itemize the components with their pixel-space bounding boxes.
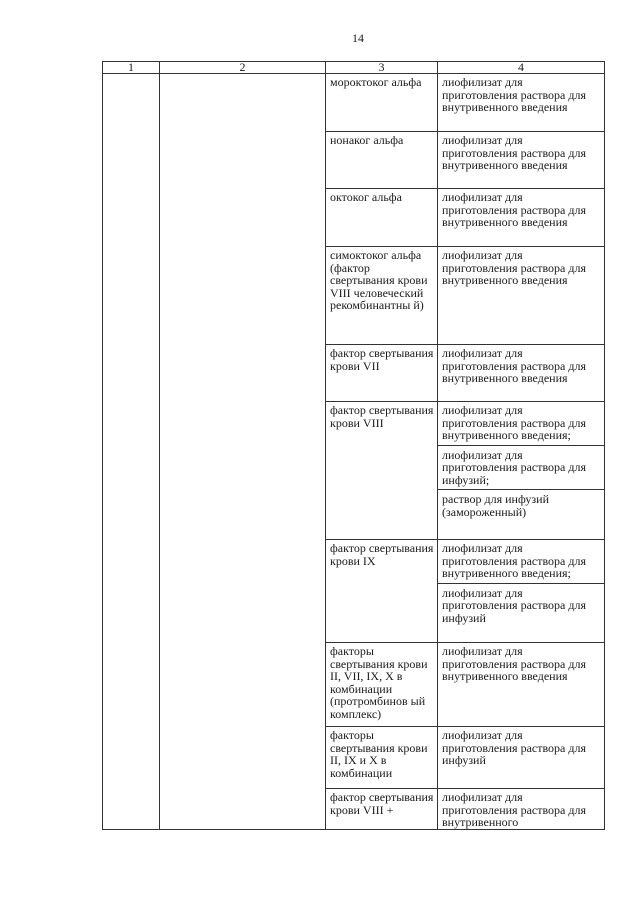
column-header-3: 3 (326, 62, 438, 74)
dosage-forms-cell (438, 643, 605, 727)
table-header-row (103, 62, 605, 74)
dosage-form: раствор для инфузий (замороженный) (438, 489, 604, 518)
substance-name: октоког альфа (326, 189, 438, 247)
dosage-forms-cell (438, 345, 605, 402)
substance-name: мороктоког альфа (326, 74, 438, 132)
substance-name: фактор свертывания крови VIII + (326, 789, 438, 830)
column-header-4: 4 (438, 62, 605, 74)
column-1-cell (103, 74, 160, 830)
dosage-forms-cell (438, 789, 605, 830)
dosage-form: лиофилизат для приготовления раствора для внутривенного введения (442, 75, 586, 114)
page-number: 14 (352, 31, 364, 45)
dosage-forms-cell (438, 727, 605, 789)
dosage-forms-cell (438, 247, 605, 345)
medicines-table (102, 61, 605, 830)
dosage-form: лиофилизат для приготовления раствора для инфузий; (438, 445, 604, 487)
substance-name: симоктоког альфа (фактор свертывания крови VIII человеческий рекомбинантны й) (326, 247, 438, 345)
dosage-forms-cell (438, 402, 605, 540)
dosage-form: лиофилизат для приготовления раствора для внутривенного введения (442, 133, 586, 172)
dosage-form: лиофилизат для приготовления раствора для внутривенного введения; (442, 541, 586, 580)
substance-name: фактор свертывания крови VIII (326, 402, 438, 540)
substance-name: факторы свертывания крови II, VII, IX, X в комбинации (протромбинов ый комплекс) (326, 643, 438, 727)
dosage-form: лиофилизат для приготовления раствора для внутривенного введения (442, 190, 586, 229)
dosage-form: лиофилизат для приготовления раствора для инфузий (442, 728, 586, 767)
substance-name: факторы свертывания крови II, IX и X в комбинации (326, 727, 438, 789)
dosage-forms-cell (438, 74, 605, 132)
substance-name: фактор свертывания крови IX (326, 540, 438, 643)
dosage-form: лиофилизат для приготовления раствора для инфузий (438, 583, 604, 625)
table-row (103, 74, 605, 132)
substance-name: нонаког альфа (326, 132, 438, 189)
dosage-form: лиофилизат для приготовления раствора для внутривенного введения (442, 644, 586, 683)
column-2-cell (160, 74, 326, 830)
dosage-forms-cell (438, 540, 605, 643)
dosage-forms-cell (438, 189, 605, 247)
dosage-form: лиофилизат для приготовления раствора для внутривенного (442, 790, 586, 829)
table-body (103, 74, 605, 830)
dosage-form: лиофилизат для приготовления раствора для внутривенного введения (442, 248, 586, 287)
dosage-forms-cell (438, 132, 605, 189)
column-header-2: 2 (160, 62, 326, 74)
column-header-1: 1 (103, 62, 160, 74)
substance-name: фактор свертывания крови VII (326, 345, 438, 402)
dosage-form: лиофилизат для приготовления раствора для внутривенного введения; (442, 403, 586, 442)
dosage-form: лиофилизат для приготовления раствора для внутривенного введения (442, 346, 586, 385)
